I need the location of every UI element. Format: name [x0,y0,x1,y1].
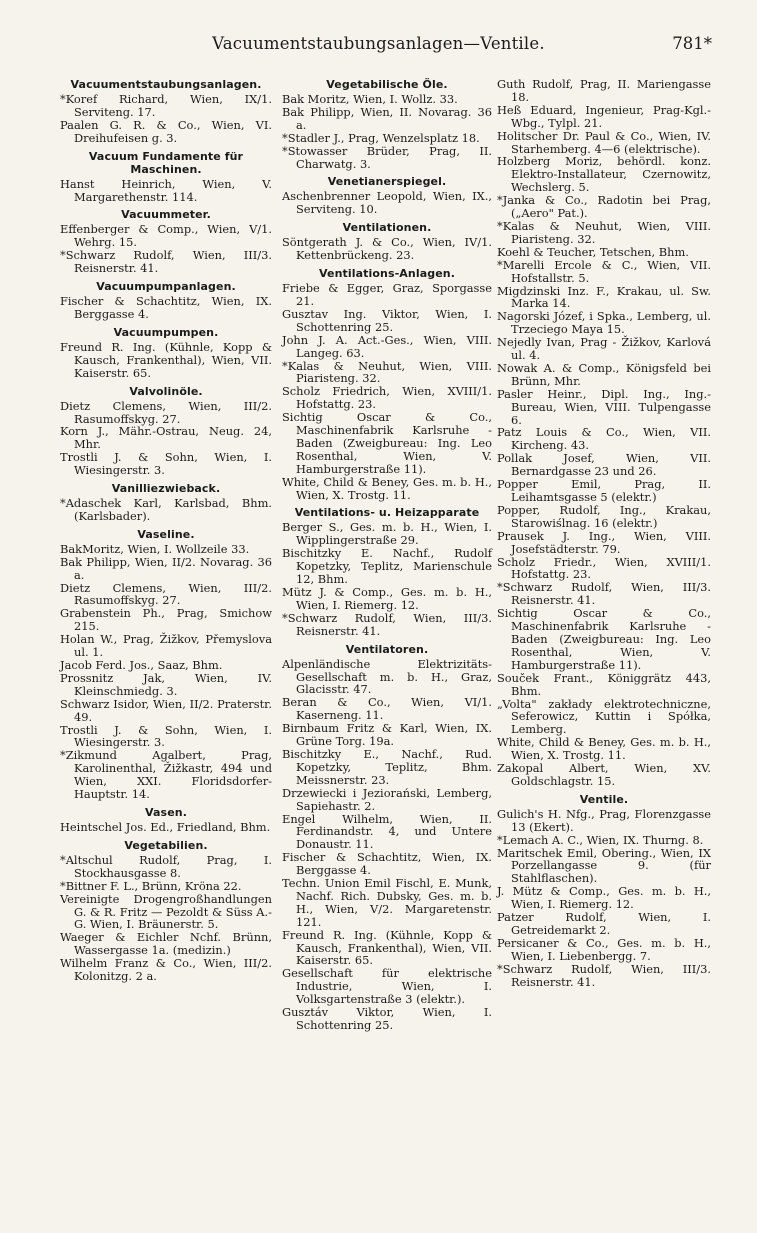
directory-entry: Holzberg Moriz, behördl. konz. Elektro-Installateur, Czernowitz, Wechslerg. 5. [497,154,711,195]
section-heading: Ventilationen. [342,221,432,235]
directory-entry: J. Mütz & Comp., Ges. m. b. H., Wien, I. Riemerg. 12. [497,884,711,912]
directory-entry: Prossnitz Jak, Wien, IV. Kleinschmiedg. 3. [60,670,272,698]
page-title: Vacuumentstaubungsanlagen—Ventile. [212,34,545,53]
directory-entry: Patz Louis & Co., Wien, VII. Kircheng. 43. [497,425,711,453]
directory-entry: Scholz Friedr., Wien, XVIII/1. Hofstattg. 23. [497,554,711,582]
directory-entry: *Bittner F. L., Brünn, Kröna 22. [60,878,242,893]
directory-entry: Pollak Josef, Wien, VII. Bernardgasse 23 und 26. [497,451,711,479]
directory-entry: Prausek J. Ing., Wien, VIII. Josefstädterstr. 79. [497,528,711,556]
directory-entry: Söntgerath J. & Co., Wien, IV/1. Kettenbrückeng. 23. [282,235,492,263]
directory-entry: Beran & Co., Wien, VI/1. Kaserneng. 11. [282,695,492,723]
directory-entry: Holan W., Prag, Žižkov, Přemyslova ul. 1. [60,632,272,660]
directory-entry: Freund R. Ing. (Kühnle, Kopp & Kausch, Frankenthal), Wien, VII. Kaiserstr. 65. [60,339,272,380]
directory-entry: *Schwarz Rudolf, Wien, III/3. Reisnerstr. 41. [497,580,711,608]
directory-entry: Fischer & Schachtitz, Wien, IX. Berggasse 4. [282,850,492,878]
directory-entry: Trostli J. & Sohn, Wien, I. Wiesingerstr. 3. [60,722,272,750]
directory-entry: Gusztáv Viktor, Wien, I. Schottenring 25. [282,1005,492,1032]
directory-entry: *Stowasser Brüder, Prag, II. Charwatg. 3. [282,143,492,171]
directory-entry: Hanst Heinrich, Wien, V. Margarethenstr. 114. [60,176,272,204]
directory-entry: *Schwarz Rudolf, Wien, III/3. Reisnerstr. 41. [497,961,711,989]
directory-entry: *Koref Richard, Wien, IX/1. Serviteng. 17. [60,92,272,119]
section-heading: Vegetabilische Öle. [326,78,448,91]
directory-entry: Mütz J. & Comp., Ges. m. b. H., Wien, I. Riemerg. 12. [282,585,492,612]
directory-entry: Trostli J. & Sohn, Wien, I. Wiesingerstr. 3. [60,450,272,478]
directory-entry: Dietz Clemens, Wien, III/2. Rasumoffskyg. 27. [60,580,272,608]
section-heading: Valvolinöle. [129,384,203,398]
directory-entry: *Altschul Rudolf, Prag, I. Stockhausgasse 8. [60,852,272,880]
directory-entry: Freund R. Ing. (Kühnle, Kopp & Kausch, Frankenthal), Wien, VII. Kaiserstr. 65. [282,927,492,968]
section-heading: Vaseline. [137,527,195,541]
directory-entry: Heintschel Jos. Ed., Friedland, Bhm. [60,819,271,834]
directory-entry: Birnbaum Fritz & Karl, Wien, IX. Grüne Torg. 19a. [282,721,492,749]
page-number: 781* [672,34,712,53]
directory-entry: Aschenbrenner Leopold, Wien, IX., Serviteng. 10. [282,189,492,217]
section-heading: Vanilliezwieback. [111,482,221,496]
directory-entry: Fischer & Schachtitz, Wien, IX. Berggasse 4. [60,294,272,321]
directory-entry: Waeger & Eichler Nchf. Brünn, Wassergasse 1a. (medizin.) [60,930,272,958]
directory-entry: Gesellschaft für elektrische Industrie, Wien, I. Volksgartenstraße 3 (elektr.). [282,966,492,1007]
section-heading: Vacuummeter. [121,208,211,222]
directory-entry: *Kalas & Neuhut, Wien, VIII. Piaristeng. 32. [282,358,492,386]
directory-entry: *Schwarz Rudolf, Wien, III/3. Reisnerstr. 41. [60,248,272,276]
directory-entry: Wilhelm Franz & Co., Wien, III/2. Kolonitzg. 2 a. [60,956,272,984]
directory-entry: Engel Wilhelm, Wien, II. Ferdinandstr. 4, und Untere Donaustr. 11. [282,811,492,852]
directory-entry: John J. A. Act.-Ges., Wien, VIII. Langeg. 63. [282,332,492,360]
section-heading: Vacuum Fundamente für Maschinen. [88,149,244,176]
directory-entry: Schwarz Isidor, Wien, II/2. Praterstr. 49. [60,696,272,724]
directory-entry: Zakopal Albert, Wien, XV. Goldschlagstr. 15. [497,761,711,788]
section-heading: Ventilations- u. Heizapparate [294,506,480,520]
directory-entry: Scholz Friedrich, Wien, XVIII/1. Hofstattg. 23. [282,384,492,412]
directory-entry: Alpenländische Elektrizitäts-Gesellschaft m. b. H., Graz, Glacisstr. 47. [282,656,492,697]
section-heading: Vacuumpumpanlagen. [96,280,236,294]
section-heading: Vacuumpumpen. [113,325,219,339]
directory-entry: Nejedly Ivan, Prag - Žižkov, Karlová ul. 4. [497,335,711,363]
column-right [497,78,711,989]
directory-entry: Holitscher Dr. Paul & Co., Wien, IV. Starhemberg. 4—6 (elektrische). [497,128,711,156]
directory-entry: Bischitzky E., Nachf., Rud. Kopetzky, Teplitz, Bhm. Meissnerstr. 23. [282,746,492,787]
section-heading: Venetianerspiegel. [327,175,447,189]
directory-entry: Jacob Ferd. Jos., Saaz, Bhm. [60,658,223,672]
directory-entry: Grabenstein Ph., Prag, Smichow 215. [60,606,272,634]
directory-entry: „Volta" zakłady elektrotechniczne, Seferowicz, Kuttin i Spółka, Lemberg. [497,696,711,737]
directory-entry: Nagorski Józef, i Spka., Lemberg, ul. Trzeciego Maya 15. [497,309,711,337]
directory-entry: White, Child & Beney, Ges. m. b. H., Wien, X. Trostg. 11. [282,474,492,502]
directory-entry: Effenberger & Comp., Wien, V/1. Wehrg. 15. [60,222,272,250]
directory-entry: Koehl & Teucher, Tetschen, Bhm. [497,244,689,259]
directory-entry: Bischitzky E. Nachf., Rudolf Kopetzky, Teplitz, Marienschule 12, Bhm. [282,546,492,587]
directory-entry: Persicaner & Co., Ges. m. b. H., Wien, I. Liebenbergg. 7. [497,935,711,963]
directory-entry: Sichtig Oscar & Co., Maschinenfabrik Karlsruhe - Baden (Zweigbureau: Ing. Leo Rosenthal, Wien, V. Hamburgerstraße 11). [282,410,492,476]
directory-entry: Pasler Heinr., Dipl. Ing., Ing.-Bureau, Wien, VIII. Tulpengasse 6. [497,386,711,427]
directory-entry: Popper, Rudolf, Ing., Krakau, Starowiślnag. 16 (elektr.) [497,502,711,530]
directory-entry: Paalen G. R. & Co., Wien, VI. Dreihufeisen g. 3. [60,117,272,145]
directory-entry: Migdzinski Inz. F., Krakau, ul. Sw. Marka 14. [497,283,711,311]
directory-entry: Vereinigte Drogengroßhandlungen G. & R. Fritz — Pezoldt & Süss A.-G. Wien, I. Bräunerstr. 5. [60,891,272,932]
directory-entry: Bak Moritz, Wien, I. Wollz. 33. [282,92,458,106]
directory-entry: Berger S., Ges. m. b. H., Wien, I. Wipplingerstraße 29. [282,520,492,548]
section-heading: Vacuumentstaubungsanlagen. [70,78,262,91]
directory-entry: *Marelli Ercole & C., Wien, VII. Hofstallstr. 5. [497,257,711,285]
directory-entry: *Kalas & Neuhut, Wien, VIII. Piaristeng. 32. [497,218,711,246]
directory-entry: Drzewiecki i Jeziorański, Lemberg, Sapiehastr. 2. [282,785,492,813]
section-heading: Ventilations-Anlagen. [319,267,455,281]
section-heading: Ventilatoren. [345,642,429,656]
directory-entry: Maritschek Emil, Obering., Wien, IX Porzellangasse 9. (für Stahlflaschen). [497,845,711,886]
directory-entry: *Lemach A. C., Wien, IX. Thurng. 8. [497,832,704,847]
directory-entry: Heß Eduard, Ingenieur, Prag-Kgl.-Wbg., Tylpl. 21. [497,102,711,130]
directory-entry: BakMoritz, Wien, I. Wollzeile 33. [60,541,250,556]
directory-entry: *Zikmund Agalbert, Prag, Karolinenthal, Žižkastr, 494 und Wien, XXI. Floridsdorfer-Hauptstr. 14. [60,748,272,802]
directory-entry: Gusztav Ing. Viktor, Wien, I. Schottenring 25. [282,306,492,334]
directory-entry: Gulich's H. Nfg., Prag, Florenzgasse 13 (Ekert). [497,806,711,834]
directory-entry: Souček Frant., Königgrätz 443, Bhm. [497,670,711,698]
directory-entry: Nowak A. & Comp., Königsfeld bei Brünn, Mhr. [497,360,711,388]
directory-entry: Korn J., Mähr.-Ostrau, Neug. 24, Mhr. [60,424,272,452]
directory-entry: Popper Emil, Prag, II. Leihamtsgasse 5 (elektr.) [497,477,711,504]
column-left [60,78,272,983]
column-middle [282,78,492,1032]
directory-entry: *Stadler J., Prag, Wenzelsplatz 18. [282,130,480,145]
directory-entry: *Janka & Co., Radotin bei Prag, („Aero" Pat.). [497,193,711,221]
directory-entry: Bak Philipp, Wien, II. Novarag. 36 a. [282,104,492,132]
directory-entry: White, Child & Beney, Ges. m. b. H., Wien, X. Trostg. 11. [497,735,711,763]
directory-entry: Sichtig Oscar & Co., Maschinenfabrik Karlsruhe - Baden (Zweigbureau: Ing. Leo Rosenthal, Wien, V. Hamburgerstraße 11). [497,606,711,672]
directory-entry: *Adaschek Karl, Karlsbad, Bhm. (Karlsbader). [60,496,272,523]
directory-entry: Patzer Rudolf, Wien, I. Getreidemarkt 2. [497,910,711,937]
directory-entry: Guth Rudolf, Prag, II. Mariengasse 18. [497,77,711,104]
directory-entry: Techn. Union Emil Fischl, E. Munk, Nachf. Rich. Dubsky, Ges. m. b. H., Wien, V/2. Margaretenstr. 121. [282,876,492,929]
directory-entry: Friebe & Egger, Graz, Sporgasse 21. [282,281,492,308]
page-header [0,28,757,58]
section-heading: Vasen. [145,805,187,819]
section-heading: Vegetabilien. [124,838,208,852]
directory-entry: Dietz Clemens, Wien, III/2. Rasumoffskyg. 27. [60,398,272,426]
directory-entry: Bak Philipp, Wien, II/2. Novarag. 36 a. [60,554,272,582]
directory-entry: *Schwarz Rudolf, Wien, III/3. Reisnerstr. 41. [282,610,492,638]
section-heading: Ventile. [579,792,629,806]
